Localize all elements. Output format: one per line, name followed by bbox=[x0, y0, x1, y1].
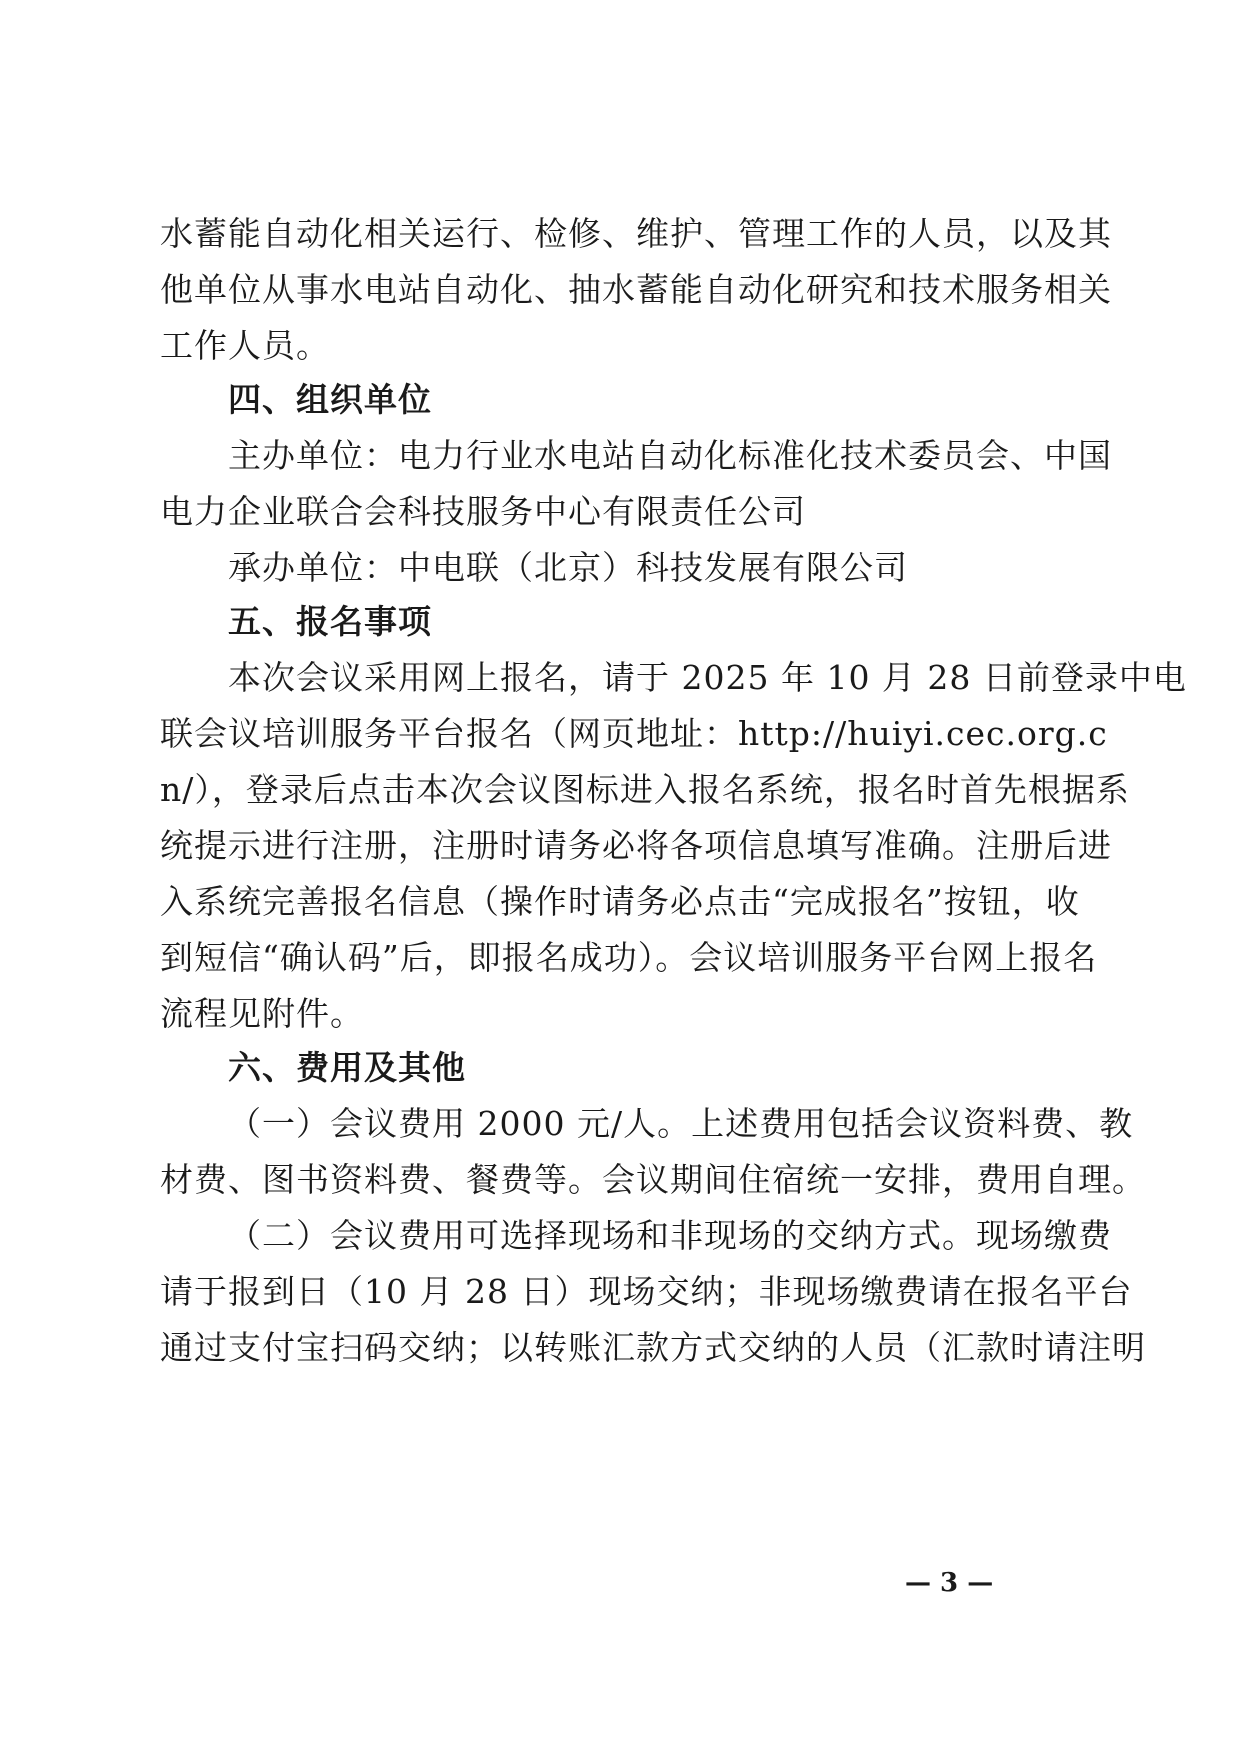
text-line: 入系统完善报名信息（操作时请务必点击“完成报名”按钮，收 bbox=[160, 882, 1080, 921]
text-line: 承办单位：中电联（北京）科技发展有限公司 bbox=[228, 548, 908, 587]
text-line: 材费、图书资料费、餐费等。会议期间住宿统一安排，费用自理。 bbox=[160, 1160, 1146, 1199]
text-line: 工作人员。 bbox=[160, 326, 330, 365]
text-line: 请于报到日（10 月 28 日）现场交纳；非现场缴费请在报名平台 bbox=[160, 1272, 1133, 1311]
text-line: 他单位从事水电站自动化、抽水蓄能自动化研究和技术服务相关 bbox=[160, 270, 1112, 309]
text-line: 统提示进行注册，注册时请务必将各项信息填写准确。注册后进 bbox=[160, 826, 1112, 865]
text-line: （二）会议费用可选择现场和非现场的交纳方式。现场缴费 bbox=[228, 1216, 1112, 1255]
text-line: 本次会议采用网上报名，请于 2025 年 10 月 28 日前登录中电 bbox=[228, 658, 1187, 697]
text-line: 主办单位：电力行业水电站自动化标准化技术委员会、中国 bbox=[228, 436, 1112, 475]
text-line: 通过支付宝扫码交纳；以转账汇款方式交纳的人员（汇款时请注明 bbox=[160, 1328, 1146, 1367]
text-line: 水蓄能自动化相关运行、检修、维护、管理工作的人员，以及其 bbox=[160, 214, 1112, 253]
text-line: n/），登录后点击本次会议图标进入报名系统，报名时首先根据系 bbox=[160, 770, 1130, 809]
page-number: — 3 — bbox=[905, 1568, 994, 1598]
text-line: 流程见附件。 bbox=[160, 994, 364, 1033]
text-line: 到短信“确认码”后，即报名成功）。会议培训服务平台网上报名 bbox=[160, 938, 1098, 977]
section-heading-fees: 六、费用及其他 bbox=[228, 1048, 466, 1087]
text-line: 联会议培训服务平台报名（网页地址：http://huiyi.cec.org.c bbox=[160, 714, 1108, 753]
text-line: （一）会议费用 2000 元/人。上述费用包括会议资料费、教 bbox=[228, 1104, 1134, 1143]
text-line: 电力企业联合会科技服务中心有限责任公司 bbox=[160, 492, 806, 531]
section-heading-registration: 五、报名事项 bbox=[228, 602, 432, 641]
section-heading-organizers: 四、组织单位 bbox=[228, 380, 432, 419]
